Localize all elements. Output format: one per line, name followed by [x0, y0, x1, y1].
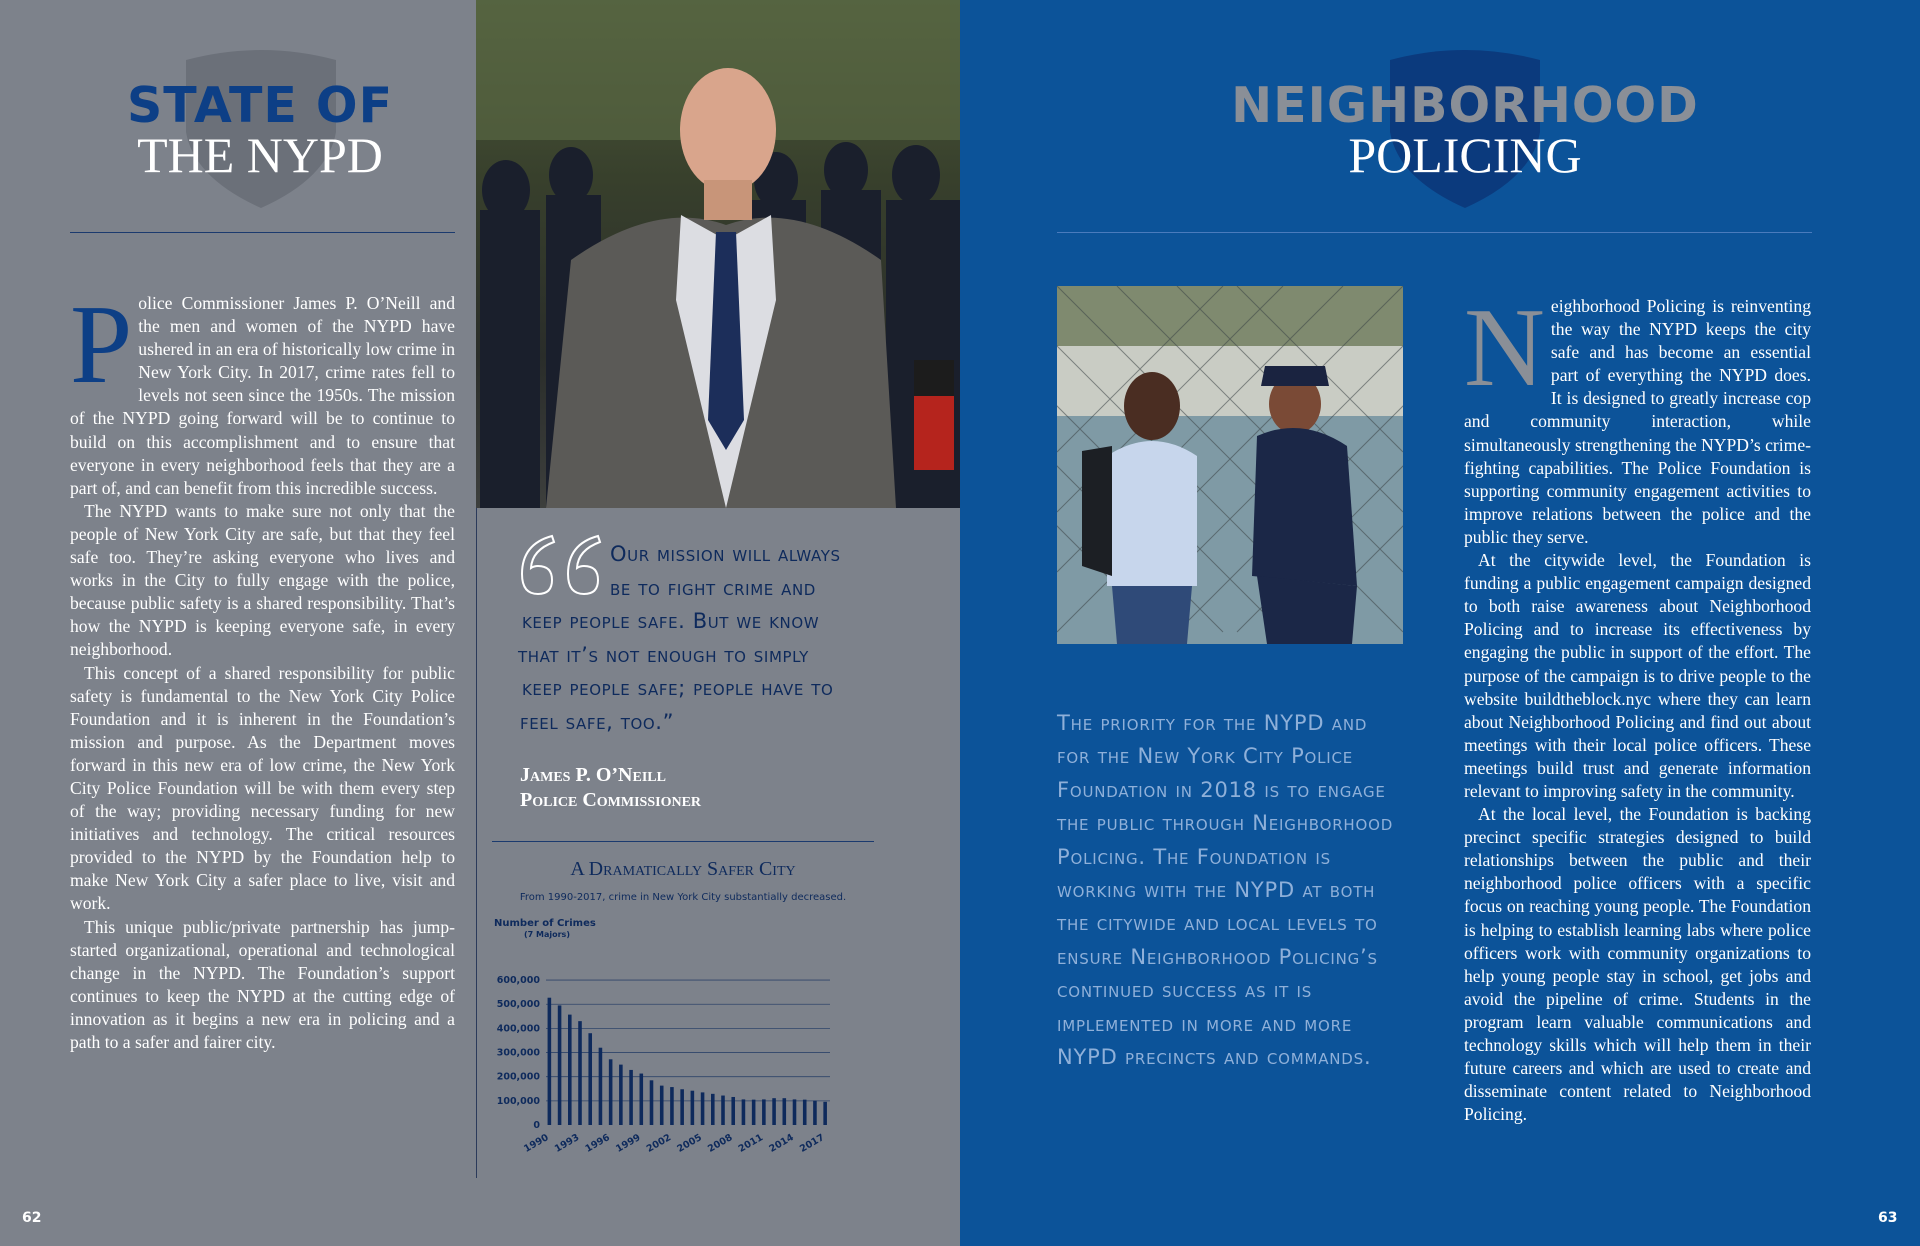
right-body-text [1464, 286, 1811, 1126]
bar-2014 [793, 1099, 797, 1125]
pull-quote-line: continued success as it is [1057, 978, 1313, 1003]
commissioner-photo [476, 0, 960, 508]
left-paragraph-3: This concept of a shared responsibility for public safety is fundamental to the New York City Police Foundation and it is inherent in the Foundation’s mission and purpose. As the Department moves forward in this new era of low crime, the New York City Police Foundation will be with them every step of the way; providing necessary funding for new initiatives and technology. The critical resources provided to the NYPD by the Foundation help to make New York City a safer place to live, visit and work. [70, 662, 455, 914]
chart-title: A Dramatically Safer City [570, 858, 796, 880]
pull-quote-line: implemented in more and more [1057, 1011, 1353, 1036]
y-tick-label: 100,000 [496, 1095, 540, 1107]
left-dropcap: P [70, 283, 133, 407]
pull-quote-line: working with the NYPD at both [1057, 878, 1376, 903]
bar-1990 [548, 998, 552, 1125]
bar-1991 [558, 1005, 562, 1125]
right-paragraph-1: eighborhood Policing is reinventing the way the NYPD keeps the city safe and has become an essential part of everything the NYPD does. It is designed to greatly increase cop and community interaction, while simultaneously strengthening the NYPD’s crime-fighting capabilities. The Police Foundation is supporting community engagement activities to improve relations between the police and the public they serve. [1464, 296, 1811, 547]
bar-2012 [772, 1098, 776, 1125]
bar-1999 [640, 1074, 644, 1125]
quote-line: keep people safe. But we know [522, 609, 820, 633]
left-paragraph-2: The NYPD wants to make sure not only that the people of New York City are safe, but that they feel safe too. They’re asking everyone who lives and works in the City to fully engage with the police, because public safety is a shared responsibility. That’s how the NYPD is keeping everyone safe, in every neighborhood. [70, 500, 455, 660]
bar-2007 [721, 1096, 725, 1125]
x-tick-label: 1996 [583, 1132, 612, 1155]
pull-quote-line: The priority for the NYPD and [1057, 711, 1368, 735]
bar-1998 [629, 1070, 633, 1125]
x-tick-label: 2014 [767, 1132, 796, 1155]
bar-1993 [578, 1021, 582, 1125]
bar-2005 [701, 1092, 705, 1125]
bar-2015 [803, 1100, 807, 1125]
bar-1994 [588, 1033, 592, 1125]
right-paragraph-3: At the local level, the Foundation is backing precinct specific strategies designed to build relationships between the public and their neighborhood police officers with a specific focus on reaching young people. The Foundation is helping to establish learning labs where police officers work with community organizations to help young people stay in school, get jobs and avoid the pipeline of crime. Students in the program learn valuable communications and technology skills which will help them in their future careers and which are used to create and disseminate content related to Neighborhood Policing. [1464, 804, 1811, 1125]
y-axis-label: Number of Crimes [494, 918, 596, 929]
left-divider [70, 232, 455, 233]
bar-2006 [711, 1094, 715, 1125]
chart-subtitle: From 1990-2017, crime in New York City substantially decreased. [519, 892, 847, 903]
y-tick-label: 300,000 [496, 1047, 540, 1059]
bar-2010 [752, 1100, 756, 1125]
bar-2001 [660, 1086, 664, 1125]
pull-quote-line: Foundation in 2018 is to engage [1057, 777, 1386, 802]
right-paragraph-2: At the citywide level, the Foundation is funding a public engagement campaign designed to both raise awareness about Neighborhood Policing and to increase its effectiveness by engaging the public in support of the effort. The purpose of the campaign is to drive people to the website buildtheblock.nyc where they can learn about Neighborhood Policing and find out about meetings with their local police officers. These meetings build trust and generate information relevant to improving safety in the community. [1464, 550, 1811, 801]
x-tick-label: 2002 [644, 1132, 674, 1155]
right-title-bottom: POLICING [1348, 127, 1582, 183]
y-tick-label: 500,000 [496, 999, 540, 1011]
quote-line: that it’s not enough to simply [518, 642, 809, 667]
bar-1996 [609, 1059, 613, 1125]
vertical-divider [476, 508, 477, 1178]
officer-and-child-photo [1057, 286, 1403, 644]
bar-2009 [742, 1099, 746, 1125]
pull-quote-line: for the New York City Police [1057, 744, 1354, 769]
bar-2017 [823, 1102, 827, 1125]
pull-quote [1057, 707, 1437, 1074]
x-tick-label: 2005 [675, 1132, 704, 1155]
pull-quote-line: the citywide and local levels to [1057, 911, 1378, 936]
right-page [960, 0, 1920, 1246]
x-tick-label: 1990 [522, 1132, 551, 1155]
left-page-number: 62 [22, 1210, 42, 1226]
crime-bar-chart [490, 910, 850, 1170]
left-title-top: STATE OF [126, 77, 394, 134]
right-page-number: 63 [1878, 1210, 1898, 1226]
bar-2008 [731, 1097, 735, 1125]
bar-2013 [783, 1098, 787, 1125]
pull-quote-line: Policing. The Foundation is [1057, 844, 1331, 869]
quote-line: Our mission will always [610, 542, 841, 566]
y-tick-label: 200,000 [496, 1071, 540, 1083]
pull-quote-line: the public through Neighborhood [1057, 811, 1394, 836]
pull-quote-line: ensure Neighborhood Policing’s [1057, 944, 1378, 969]
bar-2000 [650, 1080, 654, 1125]
bar-2004 [691, 1091, 695, 1125]
left-body-text [70, 283, 455, 1054]
quote-attribution [520, 763, 900, 813]
bar-2003 [680, 1089, 684, 1125]
bar-2011 [762, 1099, 766, 1125]
right-title-top: NEIGHBORHOOD [1231, 77, 1699, 134]
quote-line: feel safe, too.” [520, 709, 675, 734]
bar-1995 [599, 1048, 603, 1125]
left-paragraph-4: This unique public/private partnership has jump-started organizational, operational and technological change in the NYPD. The Foundation’s support continues to keep the NYPD at the cutting edge of innovation as it begins a new era in policing and a path to a safer and fairer city. [70, 916, 455, 1052]
attribution-title: Police Commissioner [520, 789, 702, 811]
bar-2002 [670, 1087, 674, 1125]
bar-1992 [568, 1015, 572, 1125]
x-tick-label: 1993 [552, 1132, 582, 1155]
y-tick-label: 0 [533, 1120, 540, 1131]
right-dropcap: N [1464, 286, 1545, 410]
left-paragraph-1: olice Commissioner James P. O’Neill and the men and women of the NYPD have ushered in an era of historically low crime in New York City. In 2017, crime rates fell to levels not seen since the 1950s. The mission of the NYPD going forward will be to continue to build on this accomplishment and to ensure that everyone in every neighborhood feels that they are a part of, and can benefit from this incredible success. [70, 293, 455, 498]
quote-line: be to fight crime and [610, 575, 816, 600]
x-tick-label: 2011 [736, 1132, 766, 1155]
quote-line: keep people safe; people have to [522, 676, 834, 700]
x-tick-label: 1999 [614, 1132, 643, 1155]
bar-1997 [619, 1065, 623, 1125]
attribution-name: James P. O’Neill [520, 764, 666, 786]
y-axis-sublabel: (7 Majors) [524, 930, 570, 939]
chart-divider [492, 841, 874, 842]
right-divider [1057, 232, 1812, 233]
y-tick-label: 600,000 [496, 975, 540, 987]
pull-quote-line: NYPD precincts and commands. [1057, 1045, 1372, 1070]
x-tick-label: 2008 [706, 1132, 735, 1155]
x-tick-label: 2017 [797, 1132, 827, 1155]
y-tick-label: 400,000 [496, 1023, 540, 1035]
commissioner-quote [518, 538, 888, 739]
bar-2016 [813, 1101, 817, 1125]
left-title-bottom: THE NYPD [137, 127, 383, 183]
